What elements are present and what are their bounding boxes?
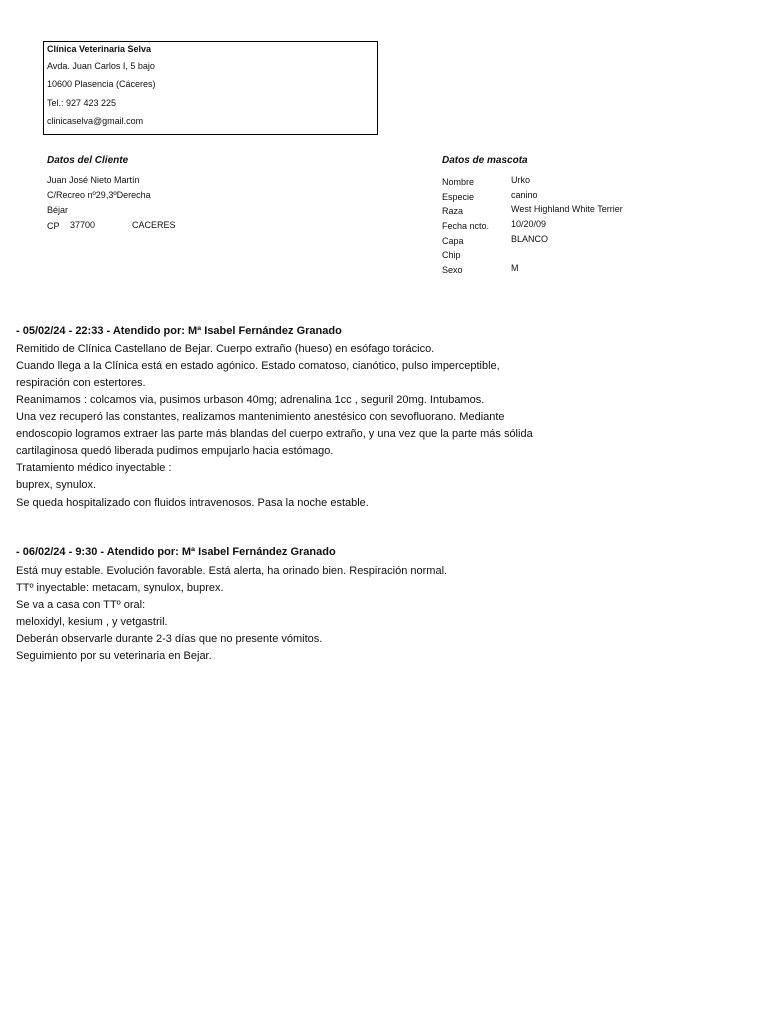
entry-line: respiración con estertores.: [16, 377, 146, 389]
client-cp-label: CP: [47, 221, 60, 231]
pet-section-title: Datos de mascota: [442, 155, 528, 166]
entry-line: Deberán observarle durante 2-3 días que no presente vómitos.: [16, 633, 323, 645]
pet-field-value: canino: [511, 190, 538, 200]
entry-line: Reanimamos : colcamos via, pusimos urbason 40mg; adrenalina 1cc , seguril 20mg. Intubamos.: [16, 394, 485, 406]
pet-field-value: 10/20/09: [511, 219, 547, 229]
pet-field-label: Especie: [442, 192, 475, 202]
entry-line: Cuando llega a la Clínica está en estado agónico. Estado comatoso, cianótico, pulso imperceptible,: [16, 360, 500, 372]
client-name: Juan José Nieto Martín: [47, 175, 140, 185]
entry-line: TTº inyectable: metacam, synulox, buprex.: [16, 582, 224, 594]
entry-header: - 06/02/24 - 9:30 - Atendido por: Mª Isabel Fernández Granado: [16, 546, 336, 558]
client-town: Béjar: [47, 205, 69, 215]
pet-field-value: West Highland White Terrier: [511, 204, 623, 214]
pet-field-label: Capa: [442, 236, 464, 246]
entry-line: cartilaginosa quedó liberada pudimos empujarlo hacia estómago.: [16, 445, 334, 457]
entry-header: - 05/02/24 - 22:33 - Atendido por: Mª Isabel Fernández Granado: [16, 325, 342, 337]
entry-line: Seguimiento por su veterinaria en Bejar.: [16, 650, 212, 662]
pet-field-value: BLANCO: [511, 234, 549, 244]
client-cp: 37700: [70, 220, 96, 230]
entry-line: endoscopio logramos extraer las parte más blandas del cuerpo extraño, y una vez que la parte más sólida: [16, 428, 533, 440]
entry-line: Se queda hospitalizado con fluidos intravenosos. Pasa la noche estable.: [16, 497, 369, 509]
pet-field-label: Nombre: [442, 177, 475, 187]
clinic-address: Avda. Juan Carlos I, 5 bajo: [47, 61, 155, 71]
clinic-name: Clínica Veterinaria Selva: [47, 44, 152, 54]
pet-field-value: M: [511, 263, 519, 273]
entry-line: Está muy estable. Evolución favorable. Está alerta, ha orinado bien. Respiración normal.: [16, 565, 448, 577]
entry-line: Remitido de Clínica Castellano de Bejar. Cuerpo extraño (hueso) en esófago torácico.: [16, 343, 435, 355]
entry-line: Se va a casa con TTº oral:: [16, 599, 146, 611]
client-section-title: Datos del Cliente: [47, 155, 129, 166]
pet-field-label: Raza: [442, 206, 464, 216]
pet-field-label: Fecha ncto.: [442, 221, 490, 231]
clinic-email: clinicaselva@gmail.com: [47, 116, 144, 126]
pet-field-label: Chip: [442, 250, 461, 260]
clinic-info-box: [43, 41, 378, 135]
clinic-phone: Tel.: 927 423 225: [47, 98, 117, 108]
entry-line: Una vez recuperó las constantes, realizamos mantenimiento anestésico con sevofluorano. Mediante: [16, 411, 505, 423]
client-street: C/Recreo nº29,3ºDerecha: [47, 190, 151, 200]
client-province: CACERES: [132, 220, 176, 230]
entry-line: buprex, synulox.: [16, 479, 97, 491]
entry-line: Tratamiento médico inyectable :: [16, 462, 172, 474]
clinic-city: 10600 Plasencia (Cáceres): [47, 79, 156, 89]
pet-field-label: Sexo: [442, 265, 463, 275]
pet-field-value: Urko: [511, 175, 531, 185]
entry-line: meloxidyl, kesium , y vetgastril.: [16, 616, 168, 628]
